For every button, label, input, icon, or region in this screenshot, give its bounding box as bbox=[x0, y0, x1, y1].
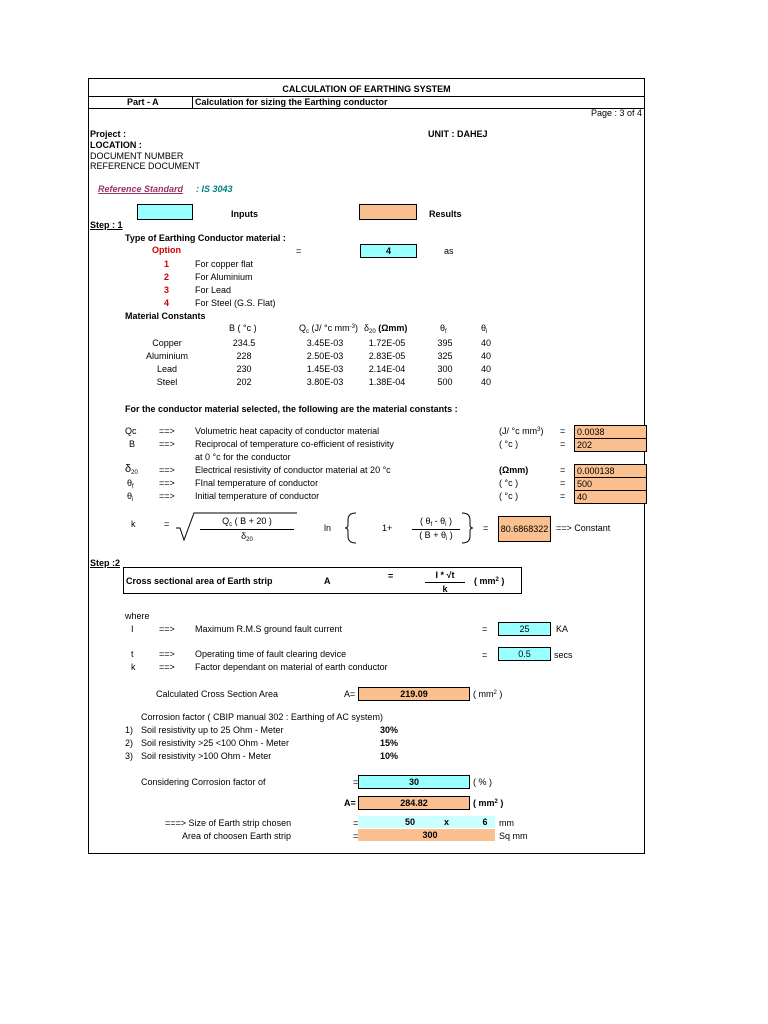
option-number: 3 bbox=[164, 285, 170, 295]
corrosion-factor-unit: ( % ) bbox=[473, 777, 492, 787]
strip-size-times: x bbox=[444, 817, 450, 827]
const-value: 40 bbox=[574, 490, 647, 504]
const-arrow: ==> bbox=[159, 465, 175, 475]
cell-theta-f: 395 bbox=[437, 338, 453, 348]
reference-standard-value: : IS 3043 bbox=[196, 184, 233, 194]
results-legend-swatch bbox=[359, 204, 417, 220]
option-text: For Lead bbox=[195, 285, 232, 295]
corrosion-text: Soil resistivity >100 Ohm - Meter bbox=[141, 751, 272, 761]
conductor-type-title: Type of Earthing Conductor material : bbox=[125, 233, 286, 243]
corrosion-index: 1) bbox=[125, 725, 134, 735]
option-equals: = bbox=[296, 246, 302, 256]
calculated-area-a: A= bbox=[344, 689, 356, 699]
strip-thickness-input[interactable]: 6 bbox=[482, 817, 488, 827]
document-number-label: DOCUMENT NUMBER bbox=[90, 151, 184, 161]
cross-section-equals: = bbox=[388, 571, 394, 581]
cell-b: 230 bbox=[236, 364, 252, 374]
option-number: 4 bbox=[164, 298, 170, 308]
const-unit: (Ωmm) bbox=[499, 465, 529, 475]
const-symbol: Qc bbox=[125, 426, 137, 436]
const-symbol: $\theta_i$ bbox=[127, 491, 134, 503]
formula-ln: ln bbox=[324, 523, 332, 533]
col-header-delta: $\delta_{20}$ (Ωmm) bbox=[364, 323, 408, 335]
var-desc: Maximum R.M.S ground fault current bbox=[195, 624, 343, 634]
cell-qc: 3.80E-03 bbox=[306, 377, 344, 387]
corrosion-percent: 15% bbox=[380, 738, 399, 748]
option-input[interactable]: 4 bbox=[360, 244, 417, 258]
corrosion-index: 2) bbox=[125, 738, 134, 748]
cell-b: 202 bbox=[236, 377, 252, 387]
k-constant-label: ==> Constant bbox=[556, 523, 611, 533]
cell-delta: 1.38E-04 bbox=[368, 377, 406, 387]
formula-numerator: $Q_c$ ( B + 20 ) bbox=[222, 516, 272, 528]
selected-constants-title: For the conductor material selected, the following are the material constants : bbox=[125, 404, 458, 414]
formula-one-plus: 1+ bbox=[382, 523, 393, 533]
var-desc: Factor dependant on material of earth conductor bbox=[195, 662, 388, 672]
const-symbol: $\delta_{20}$ bbox=[125, 463, 138, 476]
const-equals: = bbox=[560, 426, 566, 436]
const-desc: Volumetric heat capacity of conductor material bbox=[195, 426, 380, 436]
page-title: CALCULATION OF EARTHING SYSTEM bbox=[282, 84, 451, 94]
const-symbol: B bbox=[129, 439, 136, 449]
const-arrow: ==> bbox=[159, 478, 175, 488]
const-desc: Reciprocal of temperature co-efficient of resistivity bbox=[195, 439, 394, 449]
corrosion-factor-input[interactable]: 30 bbox=[358, 775, 470, 789]
material-name: Copper bbox=[152, 338, 182, 348]
calculated-area-label: Calculated Cross Section Area bbox=[156, 689, 279, 699]
reference-standard-label: Reference Standard bbox=[98, 184, 184, 194]
inputs-legend-swatch bbox=[137, 204, 193, 220]
cell-theta-f: 325 bbox=[437, 351, 453, 361]
const-desc: Electrical resistivity of conductor material at 20 °c bbox=[195, 465, 391, 475]
fault-current-input[interactable]: 25 bbox=[498, 622, 551, 636]
cell-delta: 2.83E-05 bbox=[368, 351, 406, 361]
project-label: Project : bbox=[90, 129, 127, 139]
cross-section-fraction-bar bbox=[425, 582, 465, 583]
calculated-area-value: 219.09 bbox=[358, 687, 470, 701]
cell-theta-f: 300 bbox=[437, 364, 453, 374]
var-unit: KA bbox=[556, 624, 569, 634]
cross-section-a: A bbox=[324, 576, 331, 586]
var-symbol: k bbox=[131, 662, 136, 672]
cell-delta: 1.72E-05 bbox=[368, 338, 406, 348]
strip-size-unit: mm bbox=[499, 818, 514, 828]
const-value: 202 bbox=[574, 438, 647, 452]
cell-b: 234.5 bbox=[232, 338, 256, 348]
cross-section-title: Cross sectional area of Earth strip bbox=[126, 576, 273, 586]
cross-section-denominator: k bbox=[442, 584, 448, 594]
var-unit: secs bbox=[554, 650, 573, 660]
reference-document-label: REFERENCE DOCUMENT bbox=[90, 161, 201, 171]
option-number: 1 bbox=[164, 259, 170, 269]
where-label: where bbox=[125, 611, 150, 621]
material-name: Steel bbox=[156, 377, 178, 387]
const-unit: ( °c ) bbox=[499, 491, 519, 501]
strip-area-label: Area of choosen Earth strip bbox=[182, 831, 292, 841]
material-name: Aluminium bbox=[145, 351, 188, 361]
cell-theta-i: 40 bbox=[480, 377, 491, 387]
col-header-b: B ( °c ) bbox=[229, 323, 257, 333]
option-number: 2 bbox=[164, 272, 170, 282]
const-desc: Initial temperature of conductor bbox=[195, 491, 320, 501]
corrosion-text: Soil resistivity >25 <100 Ohm - Meter bbox=[141, 738, 290, 748]
option-text: For copper flat bbox=[195, 259, 254, 269]
var-equals: = bbox=[482, 624, 488, 634]
const-desc-continued: at 0 °c for the conductor bbox=[195, 452, 291, 462]
considering-label: Considering Corrosion factor of bbox=[141, 777, 266, 787]
var-arrow: ==> bbox=[159, 649, 175, 659]
strip-area-unit: Sq mm bbox=[499, 831, 528, 841]
step2-label: Step :2 bbox=[90, 558, 121, 568]
col-header-theta-f: $\theta_f$ bbox=[440, 323, 447, 335]
cross-section-unit: ( $mm^2$ ) bbox=[474, 576, 505, 586]
material-constants-title: Material Constants bbox=[125, 311, 206, 321]
formula-inner-numerator: ( $\theta_f - \theta_i$ ) bbox=[419, 516, 453, 528]
const-arrow: ==> bbox=[159, 491, 175, 501]
right-bracket-icon bbox=[460, 512, 474, 544]
var-symbol: I bbox=[131, 624, 134, 634]
strip-size-label: ===> Size of Earth strip chosen bbox=[165, 818, 292, 828]
final-area-a: A= bbox=[344, 798, 356, 808]
cell-theta-i: 40 bbox=[480, 364, 491, 374]
option-label: Option bbox=[152, 245, 181, 255]
cell-qc: 1.45E-03 bbox=[306, 364, 344, 374]
results-legend-label: Results bbox=[429, 209, 462, 219]
step1-label: Step : 1 bbox=[90, 220, 123, 230]
formula-result-equals: = bbox=[483, 523, 489, 533]
const-value: 0.0038 bbox=[574, 425, 647, 439]
clearing-time-input[interactable]: 0.5 bbox=[498, 647, 551, 661]
var-symbol: t bbox=[131, 649, 134, 659]
material-name: Lead bbox=[156, 364, 178, 374]
const-symbol: $\theta_f$ bbox=[127, 478, 134, 490]
cell-b: 228 bbox=[236, 351, 252, 361]
const-arrow: ==> bbox=[159, 439, 175, 449]
formula-k: k bbox=[131, 519, 136, 529]
option-text: For Steel (G.S. Flat) bbox=[195, 298, 276, 308]
considering-equals: = bbox=[353, 777, 359, 787]
cell-qc: 3.45E-03 bbox=[306, 338, 344, 348]
final-area-unit: ( $mm^2$ ) bbox=[473, 798, 504, 808]
final-area-value: 284.82 bbox=[358, 796, 470, 810]
corrosion-text: Soil resistivity up to 25 Ohm - Meter bbox=[141, 725, 284, 735]
cross-section-numerator: I * √t bbox=[435, 570, 455, 580]
page-number: Page : 3 of 4 bbox=[590, 108, 642, 118]
const-equals: = bbox=[560, 465, 566, 475]
cell-delta: 2.14E-04 bbox=[368, 364, 406, 374]
var-equals: = bbox=[482, 650, 488, 660]
part-description: Calculation for sizing the Earthing conductor bbox=[195, 97, 388, 107]
const-equals: = bbox=[560, 491, 566, 501]
cell-theta-f: 500 bbox=[437, 377, 453, 387]
option-text: For Aluminium bbox=[195, 272, 253, 282]
formula-equals: = bbox=[164, 519, 170, 529]
formula-fraction-bar bbox=[200, 529, 294, 530]
corrosion-index: 3) bbox=[125, 751, 134, 761]
const-unit: ( °c ) bbox=[499, 478, 519, 488]
formula-inner-denominator: ( $B + \theta_i$ ) bbox=[419, 530, 453, 542]
var-desc: Operating time of fault clearing device bbox=[195, 649, 347, 659]
inputs-legend-label: Inputs bbox=[231, 209, 258, 219]
const-value: 0.000138 bbox=[574, 464, 647, 478]
const-unit: ( °c ) bbox=[499, 439, 519, 449]
cell-qc: 2.50E-03 bbox=[306, 351, 344, 361]
option-as: as bbox=[444, 246, 454, 256]
const-arrow: ==> bbox=[159, 426, 175, 436]
unit-label: UNIT : DAHEJ bbox=[428, 129, 488, 139]
left-bracket-icon bbox=[344, 512, 358, 544]
var-arrow: ==> bbox=[159, 662, 175, 672]
calculated-area-unit: ( $mm^2$ ) bbox=[473, 689, 503, 699]
corrosion-percent: 30% bbox=[380, 725, 399, 735]
corrosion-title: Corrosion factor ( CBIP manual 302 : Earthing of AC system) bbox=[141, 712, 383, 722]
k-result: 80.6868322 bbox=[498, 516, 551, 542]
const-equals: = bbox=[560, 478, 566, 488]
cell-theta-i: 40 bbox=[480, 351, 491, 361]
cell-theta-i: 40 bbox=[480, 338, 491, 348]
col-header-theta-i: $\theta_i$ bbox=[481, 323, 488, 335]
part-label: Part - A bbox=[127, 97, 159, 107]
strip-area-equals: = bbox=[353, 831, 359, 841]
const-desc: FInal temperature of conductor bbox=[195, 478, 319, 488]
col-header-qc: $Q_c$ (J/ °c $mm^{-3}$) bbox=[299, 323, 358, 335]
strip-size-equals: = bbox=[353, 818, 359, 828]
strip-width-input[interactable]: 50 bbox=[404, 817, 415, 827]
var-arrow: ==> bbox=[159, 624, 175, 634]
corrosion-percent: 10% bbox=[380, 751, 399, 761]
const-value: 500 bbox=[574, 477, 647, 491]
location-label: LOCATION : bbox=[90, 140, 142, 150]
const-unit: (J/ °c $mm^3$) bbox=[499, 426, 544, 436]
strip-area-value: 300 bbox=[422, 830, 438, 840]
formula-denominator: $\delta_{20}$ bbox=[241, 531, 253, 543]
const-equals: = bbox=[560, 439, 566, 449]
